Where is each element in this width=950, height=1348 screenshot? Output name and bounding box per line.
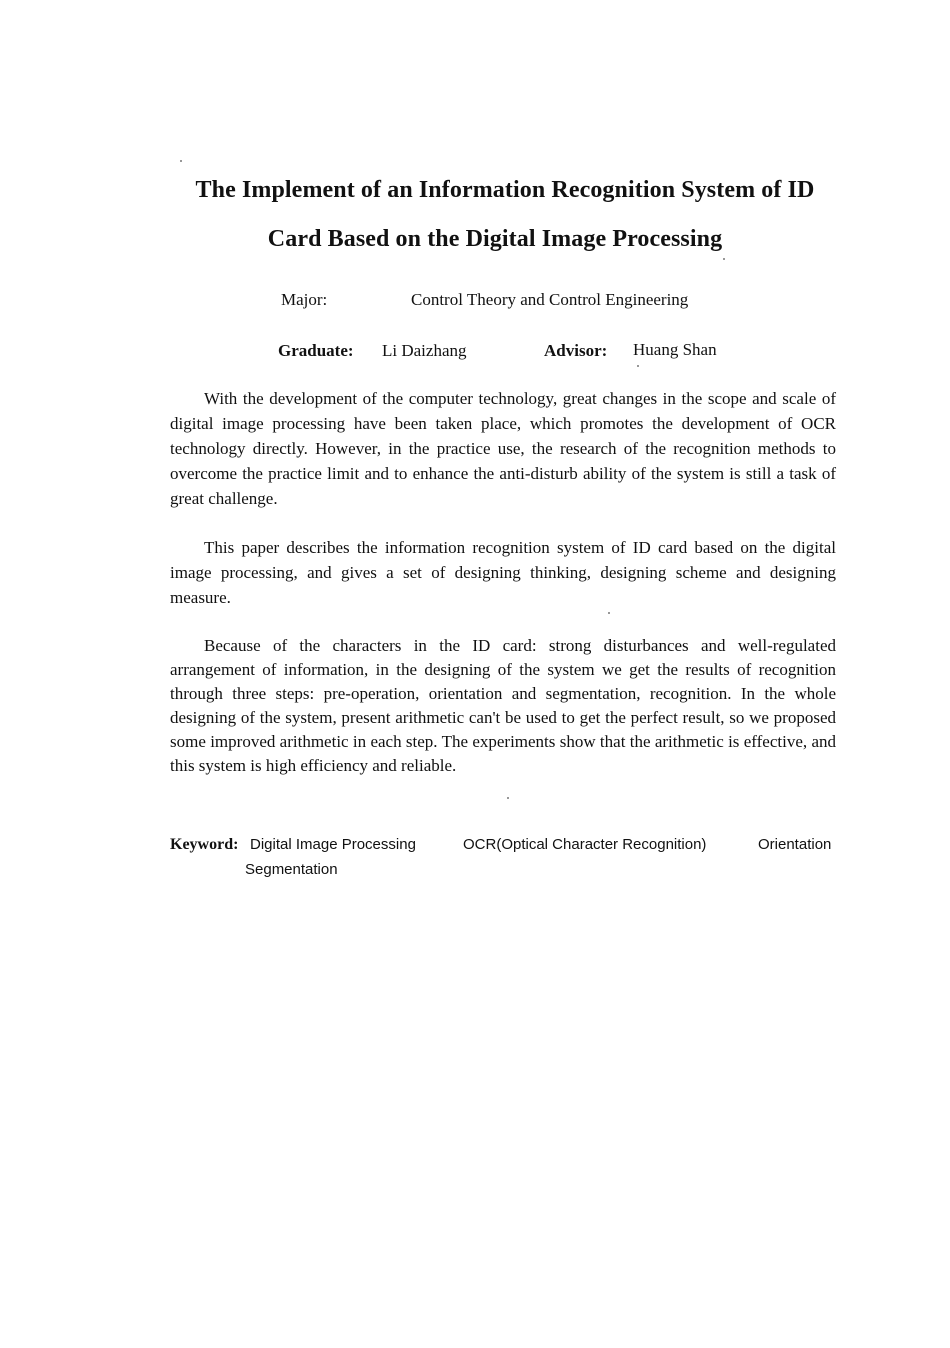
abstract-paragraph-3: Because of the characters in the ID card: strong disturbances and well-regulated arrangement of information, in the designing of the system we get the results of recognition through three steps: pre-operation, orientation and segmentation, recognition. In the whole designing of the system, present arithmetic can't be used to get the perfect result, so we proposed some improved arithmetic in each step. The experiments show that the arithmetic is effective, and this system is high efficiency and reliable. — [170, 636, 836, 775]
keyword-item: Segmentation — [245, 861, 338, 878]
keyword-item: Orientation — [758, 836, 832, 853]
advisor-label: Advisor: — [544, 341, 608, 360]
major-value: Control Theory and Control Engineering — [411, 290, 689, 309]
advisor-value: Huang Shan — [633, 340, 717, 359]
scan-speck — [608, 612, 610, 614]
graduate-value: Li Daizhang — [382, 341, 467, 360]
abstract-paragraph-2: This paper describes the information recognition system of ID card based on the digital image processing, and gives a set of designing thinking, designing scheme and designing measure. — [170, 538, 836, 607]
keyword-label: Keyword: — [170, 836, 239, 853]
keyword-item: OCR(Optical Character Recognition) — [463, 836, 707, 853]
scan-speck — [723, 258, 725, 260]
abstract-paragraph-1: With the development of the computer technology, great changes in the scope and scale of digital image processing have been taken place, which promotes the development of OCR technology directly. However, in the practice use, the research of the recognition methods to overcome the practice limit and to enhance the anti-disturb ability of the system is still a task of great challenge. — [170, 389, 836, 508]
title-line-1: The Implement of an Information Recognition System of ID — [195, 177, 815, 203]
title-line-2: Card Based on the Digital Image Processing — [267, 226, 723, 252]
scan-speck — [637, 365, 639, 367]
keyword-item: Digital Image Processing — [250, 836, 416, 853]
graduate-label: Graduate: — [278, 341, 354, 360]
scan-speck — [507, 797, 509, 799]
major-label: Major: — [281, 290, 328, 309]
scan-speck — [180, 160, 182, 162]
